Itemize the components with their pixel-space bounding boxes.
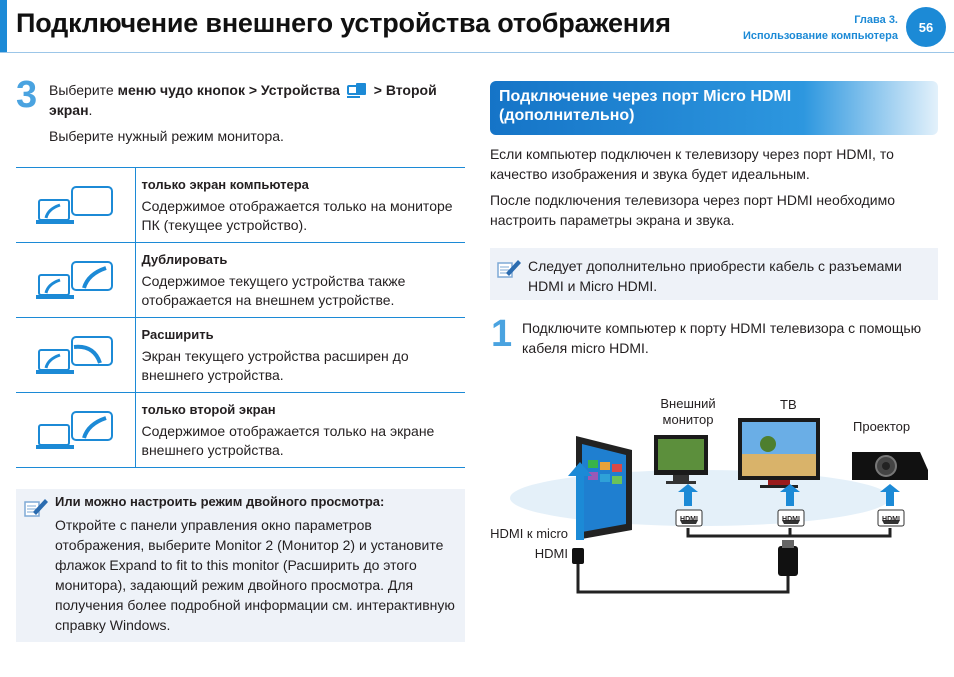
mode-icon-cell <box>16 393 135 468</box>
step-prefix: Выберите <box>49 82 118 98</box>
chapter-subtitle: Использование компьютера <box>742 30 898 42</box>
paragraph: После подключения телевизора через порт HDMI необходимо настроить параметры экрана и звука. <box>490 192 896 228</box>
hdmi-cable <box>578 562 788 592</box>
devices-icon <box>346 82 368 100</box>
step-subtext: Выберите нужный режим монитора. <box>49 128 284 144</box>
mode-icon-cell <box>16 168 135 243</box>
note-body: Откройте с панели управления окно параметров отображения, выберите Monitor 2 (Монитор 2) и установите флажок Expand to fit to this monitor (Расширить до этого монитора), задающий режим двойного просмотра. Для получения более подробной информации см. интерактивную справку Windows. <box>55 517 455 633</box>
chapter-label <box>743 12 898 44</box>
port-label: HDMI <box>680 516 698 523</box>
charms-devices-path: меню чудо кнопок > Устройства <box>117 82 340 98</box>
note-pencil-icon <box>496 257 522 281</box>
hdmi-connection-diagram <box>480 380 940 610</box>
duplicate-icon <box>34 258 134 304</box>
mode-icon-cell <box>16 243 135 318</box>
projector-illustration <box>852 452 928 480</box>
hdmi-plug <box>778 546 798 576</box>
second-screen-only-icon <box>34 408 134 454</box>
mode-description: Содержимое текущего устройства также отображается на внешнем устройстве. <box>141 273 406 308</box>
extend-icon <box>34 333 134 379</box>
step-number: 3 <box>16 74 38 116</box>
page-number-badge: 56 <box>906 7 946 47</box>
chapter-number: Глава 3. <box>854 14 898 26</box>
pc-screen-only-icon <box>34 183 134 229</box>
mode-description: Содержимое отображается только на мониторе ПК (текущее устройство). <box>141 198 453 233</box>
port-label: HDMI <box>782 516 800 523</box>
micro-hdmi-plug <box>572 548 584 564</box>
cable-note <box>490 248 938 300</box>
port-label: HDMI <box>882 516 900 523</box>
step-instruction <box>49 80 469 120</box>
note-title: Или можно настроить режим двойного просмотра: <box>55 494 385 509</box>
mode-row-extend <box>16 318 465 393</box>
mode-description: Экран текущего устройства расширен до внешнего устройства. <box>141 348 409 383</box>
mode-row-second-only <box>16 393 465 468</box>
mode-description: Содержимое отображается только на экране внешнего устройства. <box>141 423 435 458</box>
page-title: Подключение внешнего устройства отображения <box>16 8 671 38</box>
step-instruction: Подключите компьютер к порту HDMI телевизора с помощью кабеля micro HDMI. <box>522 320 922 356</box>
mode-title: только второй экран <box>141 402 276 417</box>
second-screen-path: Второй экран <box>49 82 437 119</box>
display-modes-table <box>16 167 465 468</box>
label-external-monitor: Внешний монитор <box>660 396 716 427</box>
dual-view-note <box>16 489 465 642</box>
note-pencil-icon <box>23 496 49 520</box>
mode-title: Расширить <box>141 327 214 342</box>
mode-row-duplicate <box>16 243 465 318</box>
label-cable: HDMI к micro HDMI <box>490 526 568 561</box>
path-separator: > <box>369 82 386 98</box>
mode-row-pc-only <box>16 168 465 243</box>
label-tv: ТВ <box>780 397 797 412</box>
label-projector: Проектор <box>853 419 911 434</box>
step-number: 1 <box>491 313 513 355</box>
mode-title: только экран компьютера <box>141 177 309 192</box>
step-suffix: . <box>88 102 93 119</box>
tv-illustration <box>738 418 820 488</box>
tablet-illustration <box>576 436 632 540</box>
header-accent-bar <box>0 0 7 52</box>
note-text: Следует дополнительно приобрести кабель с разъемами HDMI и Micro HDMI. <box>528 258 902 294</box>
paragraph: Если компьютер подключен к телевизору через порт HDMI, то качество изображения и звука будет идеальным. <box>490 146 894 182</box>
mode-icon-cell <box>16 318 135 393</box>
section-heading: Подключение через порт Micro HDMI (дополнительно) <box>490 81 938 135</box>
mode-title: Дублировать <box>141 252 228 267</box>
header-divider <box>0 52 954 53</box>
